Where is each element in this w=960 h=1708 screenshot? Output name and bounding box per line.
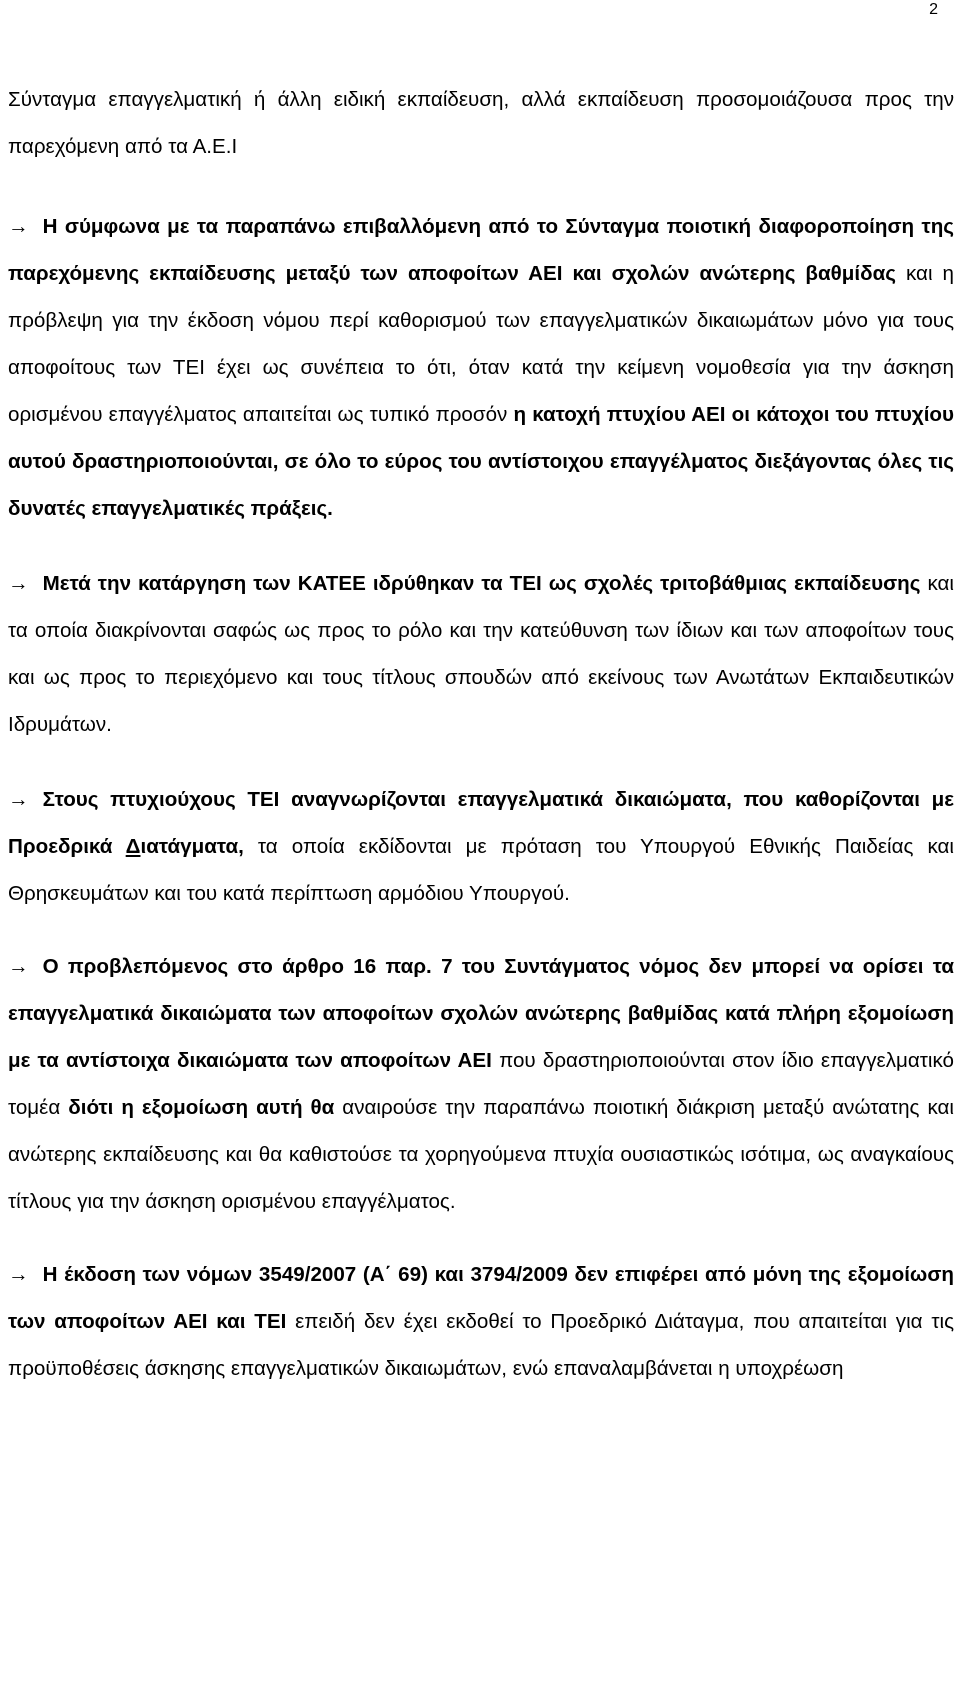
body-text: αναιρούσε την παραπάνω ποιοτική διάκριση μεταξύ ανώτατης και ανώτερης εκπαίδευσης και θα καθιστούσε τα χορηγούμενα πτυχία ουσιαστικώς ισότιμα, ως αναγκαίους τίτλους για την άσκηση ορισμένου επαγγέλματος. bbox=[8, 1096, 954, 1213]
paragraph bbox=[8, 943, 954, 1225]
bold-text: ιατάγματα, bbox=[140, 835, 244, 858]
bold-text: Η έκδοση των νόμων 3549/2007 (Α΄ 69) και 3794/2009 δεν επιφέρει από μόνη της εξομοίωση των αποφοίτων ΑΕΙ και ΤΕΙ bbox=[8, 1263, 954, 1333]
arrow-icon: → bbox=[8, 788, 29, 811]
paragraph bbox=[8, 560, 954, 748]
paragraph bbox=[8, 76, 954, 170]
paragraph bbox=[8, 1251, 954, 1392]
bold-text: Στους πτυχιούχους ΤΕΙ αναγνωρίζονται επαγγελματικά δικαιώματα, που καθορίζονται με Προεδρικά bbox=[8, 788, 954, 858]
arrow-icon: → bbox=[8, 572, 29, 595]
bold-text: η κατοχή πτυχίου ΑΕΙ οι κάτοχοι του πτυχίου αυτού δραστηριοποιούνται, σε όλο το εύρος του αντίστοιχου επαγγέλματος διεξάγοντας όλες τις δυνατές επαγγελματικές πράξεις. bbox=[8, 403, 954, 520]
arrow-icon: → bbox=[8, 215, 29, 238]
bold-text: διότι η εξομοίωση αυτή θα bbox=[68, 1096, 335, 1119]
underlined-text: Δ bbox=[125, 835, 141, 858]
arrow-icon: → bbox=[8, 1263, 29, 1286]
arrow-icon: → bbox=[8, 955, 29, 978]
body-text: τα οποία εκδίδονται με πρόταση του Υπουργού Εθνικής Παιδείας και Θρησκευμάτων και του κατά περίπτωση αρμόδιου Υπουργού. bbox=[8, 835, 954, 905]
bold-text: Η σύμφωνα με τα παραπάνω επιβαλλόμενη από το Σύνταγμα ποιοτική διαφοροποίηση της παρεχόμενης εκπαίδευσης μεταξύ των αποφοίτων ΑΕΙ και σχολών ανώτερης βαθμίδας bbox=[8, 215, 954, 285]
paragraph bbox=[8, 776, 954, 917]
document-body bbox=[8, 76, 954, 1392]
bold-text: Μετά την κατάργηση των ΚΑΤΕΕ ιδρύθηκαν τα ΤΕΙ ως σχολές τριτοβάθμιας εκπαίδευσης bbox=[42, 572, 921, 595]
body-text: Σύνταγμα επαγγελματική ή άλλη ειδική εκπαίδευση, αλλά εκπαίδευση προσομοιάζουσα προς την παρεχόμενη από τα Α.Ε.Ι bbox=[8, 88, 954, 158]
page-number: 2 bbox=[929, 1, 938, 18]
body-text: και η πρόβλεψη για την έκδοση νόμου περί καθορισμού των επαγγελματικών δικαιωμάτων μόνο για τους αποφοίτους των ΤΕΙ έχει ως συνέπεια το ότι, όταν κατά την κείμενη νομοθεσία για την άσκηση ορισμένου επαγγέλματος απαιτείται ως τυπικό προσόν bbox=[8, 262, 954, 426]
bold-text bbox=[126, 835, 141, 858]
body-text: και τα οποία διακρίνονται σαφώς ως προς το ρόλο και την κατεύθυνση των ίδιων και των αποφοίτων τους και ως προς το περιεχόμενο και τους τίτλους σπουδών από εκείνους των Ανωτάτων Εκπαιδευτικών Ιδρυμάτων. bbox=[8, 572, 955, 736]
body-text: που δραστηριοποιούνται στον ίδιο επαγγελματικό τομέα bbox=[8, 1049, 954, 1119]
bold-text: Ο προβλεπόμενος στο άρθρο 16 παρ. 7 του Συντάγματος νόμος δεν μπορεί να ορίσει τα επαγγελματικά δικαιώματα των αποφοίτων σχολών ανώτερης βαθμίδας κατά πλήρη εξομοίωση με τα αντίστοιχα δικαιώματα των αποφοίτων ΑΕΙ bbox=[8, 955, 954, 1072]
body-text: επειδή δεν έχει εκδοθεί το Προεδρικό Διάταγμα, που απαιτείται για τις προϋποθέσεις άσκησης επαγγελματικών δικαιωμάτων, ενώ επαναλαμβάνεται η υποχρέωση bbox=[8, 1310, 954, 1380]
paragraph bbox=[8, 203, 954, 532]
